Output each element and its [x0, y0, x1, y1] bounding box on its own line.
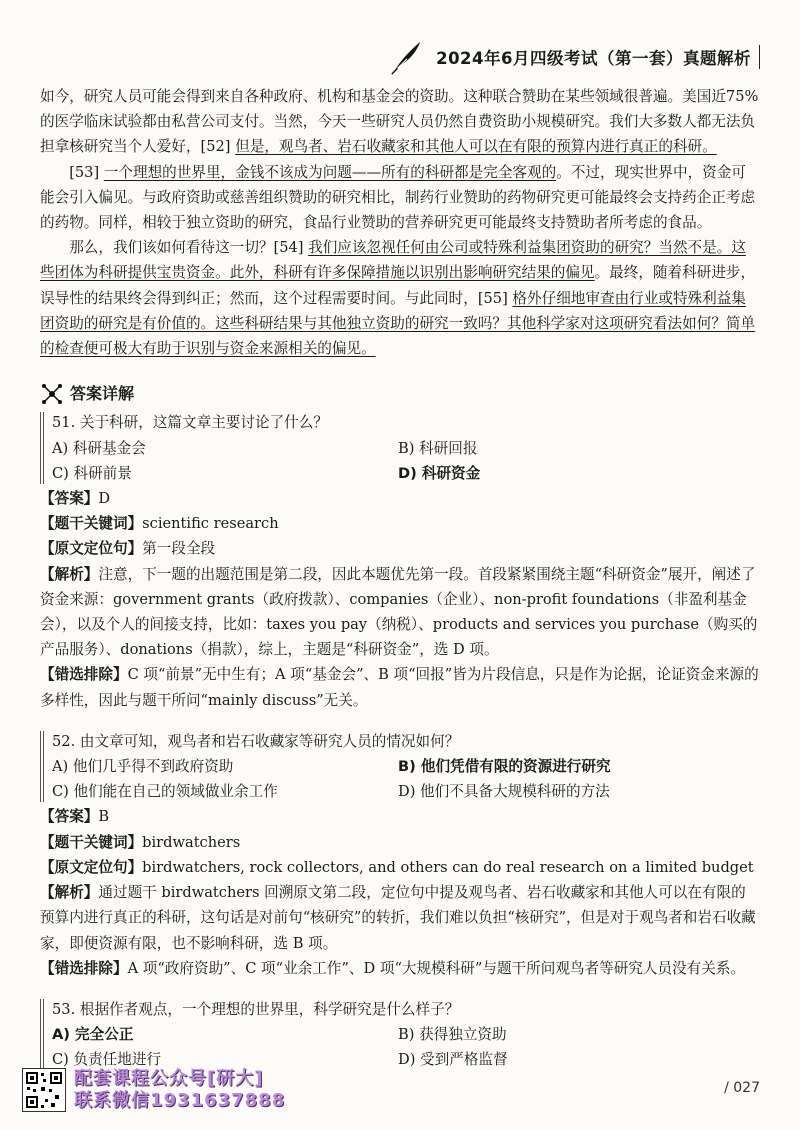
analysis-line: [40, 956, 760, 981]
questions-list: [40, 410, 760, 1072]
promo-line-1: 配套课程公众号[研大]: [74, 1068, 264, 1089]
section-heading: [40, 381, 760, 406]
analysis-text: D: [98, 490, 111, 508]
answer-option: B) 科研回报: [398, 439, 478, 457]
passage-paragraph: [40, 160, 760, 236]
section-title: 答案详解: [70, 384, 135, 404]
analysis-tag: 【原文定位句】: [40, 858, 143, 876]
analysis-tag: 【答案】: [40, 808, 99, 826]
analysis-text: A 项“政府资助”、C 项“业余工作”、D 项“大规模科研”与题干所问观鸟者等研究人员没有关系。: [127, 959, 746, 977]
analysis-line: [40, 562, 760, 663]
analysis-text: 通过题干 birdwatchers 回溯原文第二段，定位句中提及观鸟者、岩石收藏家和其他人可以在有限的预算内进行真正的科研，这句话是对前句“核研究”的转折，我们难以负担“核研究”，但是对于观鸟者和岩石收藏家，即便资源有限，也不影响科研，选 B 项。: [40, 884, 756, 952]
options-grid: [52, 1022, 760, 1072]
analysis-line: [40, 486, 760, 511]
promo-block: [22, 1068, 285, 1112]
page-title: 2024年6月四级考试（第一套）真题解析: [436, 45, 760, 69]
analysis-tag: 【错选排除】: [40, 666, 128, 684]
promo-line-2: 联系微信1931637888: [74, 1090, 286, 1111]
options-grid: [52, 754, 760, 804]
answer-option: C) 他们能在自己的领域做业余工作: [52, 783, 278, 801]
analysis-line: [40, 511, 760, 536]
underlined-text: 我们应该忽视任何由公司或特殊利益集团资助的研究？当然不是。这些团体为科研提供宝贵资金。此外，科研有许多保障措施以识别出影响研究结果的偏见: [40, 239, 746, 282]
page-number: / 027: [724, 1080, 760, 1096]
options-grid: [52, 436, 760, 486]
answer-option: D) 科研资金: [398, 464, 481, 482]
passage-text: [40, 84, 760, 361]
answer-option: A) 科研基金会: [52, 439, 146, 457]
analysis-line: [40, 536, 760, 561]
analysis-line: [40, 804, 760, 829]
qr-code-icon: [22, 1068, 66, 1112]
analysis-line: [40, 880, 760, 956]
molecule-icon: [40, 382, 64, 406]
paragraph-text: 。不过，现实世界中，资金可能会引入偏见。与政府资助或慈善组织赞助的研究相比，制药行业赞助的药物研究更可能最终会支持药企正考虑的药物。同样，相较于独立资助的研究，食品行业赞助的营养研究更可能最终支持赞助者所考虑的食品。: [40, 163, 756, 232]
question-block: [40, 410, 760, 486]
analysis-line: [40, 830, 760, 855]
analysis-tag: 【解析】: [40, 565, 99, 583]
analysis-text: scientific research: [142, 515, 279, 533]
question-block: [40, 729, 760, 805]
analysis-line: [40, 855, 760, 880]
analysis-tag: 【原文定位句】: [40, 540, 143, 558]
question-stem: 51. 关于科研，这篇文章主要讨论了什么？: [52, 414, 328, 432]
answer-option: A) 他们几乎得不到政府资助: [52, 758, 234, 776]
feather-pen-icon: [388, 38, 426, 76]
analysis-text: B: [98, 808, 110, 826]
analysis-text: 第一段全段: [142, 540, 216, 558]
analysis-text: birdwatchers, rock collectors, and others can do real research on a limited budget: [142, 858, 754, 876]
paragraph-text: [53]: [69, 163, 104, 181]
underlined-text: 格外仔细地审查由行业或特殊利益集团资助的研究是有价值的。这些科研结果与其他独立资助的研究一致吗？其他科学家对这项研究看法如何？简单的检查便可极大有助于识别与资金来源相关的偏见。: [40, 289, 756, 358]
analysis-tag: 【解析】: [40, 884, 99, 902]
main-content: [40, 84, 760, 1073]
page-header: [388, 38, 760, 76]
answer-option: D) 受到严格监督: [398, 1051, 508, 1069]
passage-paragraph: [40, 235, 760, 361]
question-stem: 53. 根据作者观点，一个理想的世界里，科学研究是什么样子？: [52, 1000, 460, 1018]
underlined-text: 一个理想的世界里，金钱不该成为问题——所有的科研都是完全客观的: [103, 163, 557, 181]
paragraph-text: 那么，我们该如何看待这一切？[54]: [69, 239, 309, 257]
question-block: [40, 997, 760, 1073]
analysis-tag: 【错选排除】: [40, 959, 128, 977]
answer-option: B) 他们凭借有限的资源进行研究: [398, 758, 611, 776]
analysis-text: C 项“前景”无中生有；A 项“基金会”、B 项“回报”皆为片段信息，只是作为论据，论证资金来源的多样性，因此与题干所问“mainly discuss”无关。: [40, 666, 759, 709]
analysis-tag: 【题干关键词】: [40, 833, 143, 851]
answer-option: C) 负责任地进行: [52, 1051, 162, 1069]
underlined-text: 但是，观鸟者、岩石收藏家和其他人可以在有限的预算内进行真正的科研。: [235, 138, 717, 156]
answer-option: B) 获得独立资助: [398, 1026, 507, 1044]
answer-option: A) 完全公正: [52, 1026, 134, 1044]
question-stem: 52. 由文章可知，观鸟者和岩石收藏家等研究人员的情况如何？: [52, 732, 460, 750]
analysis-tag: 【题干关键词】: [40, 515, 143, 533]
answer-option: D) 他们不具备大规模科研的方法: [398, 783, 610, 801]
analysis-line: [40, 662, 760, 712]
passage-paragraph: [40, 84, 760, 160]
paragraph-text: 。最终，随着科研进步，误导性的结果终会得到纠正；然而，这个过程需要时间。与此同时，[55]: [40, 264, 756, 307]
analysis-tag: 【答案】: [40, 490, 99, 508]
paragraph-text: 如今，研究人员可能会得到来自各种政府、机构和基金会的资助。这种联合赞助在某些领域很普遍。美国近75%的医学临床试验都由私营公司支付。当然，今天一些研究人员仍然自费资助小规模研究。我们大多数人都无法负担拿核研究当个人爱好，[52]: [40, 88, 759, 156]
analysis-text: birdwatchers: [142, 833, 241, 851]
answer-option: C) 科研前景: [52, 464, 132, 482]
analysis-text: 注意，下一题的出题范围是第二段，因此本题优先第一段。首段紧紧围绕主题“科研资金”展开，阐述了资金来源：government grants（政府拨款）、companies（企业）、non-profit foundations（非盈利基金会），以及个人的间接支持，比如：taxes you pay（纳税）、products and services you purchase（购买的产品服务）、donations（捐款），综上，主题是“科研资金”，选 D 项。: [40, 565, 758, 659]
